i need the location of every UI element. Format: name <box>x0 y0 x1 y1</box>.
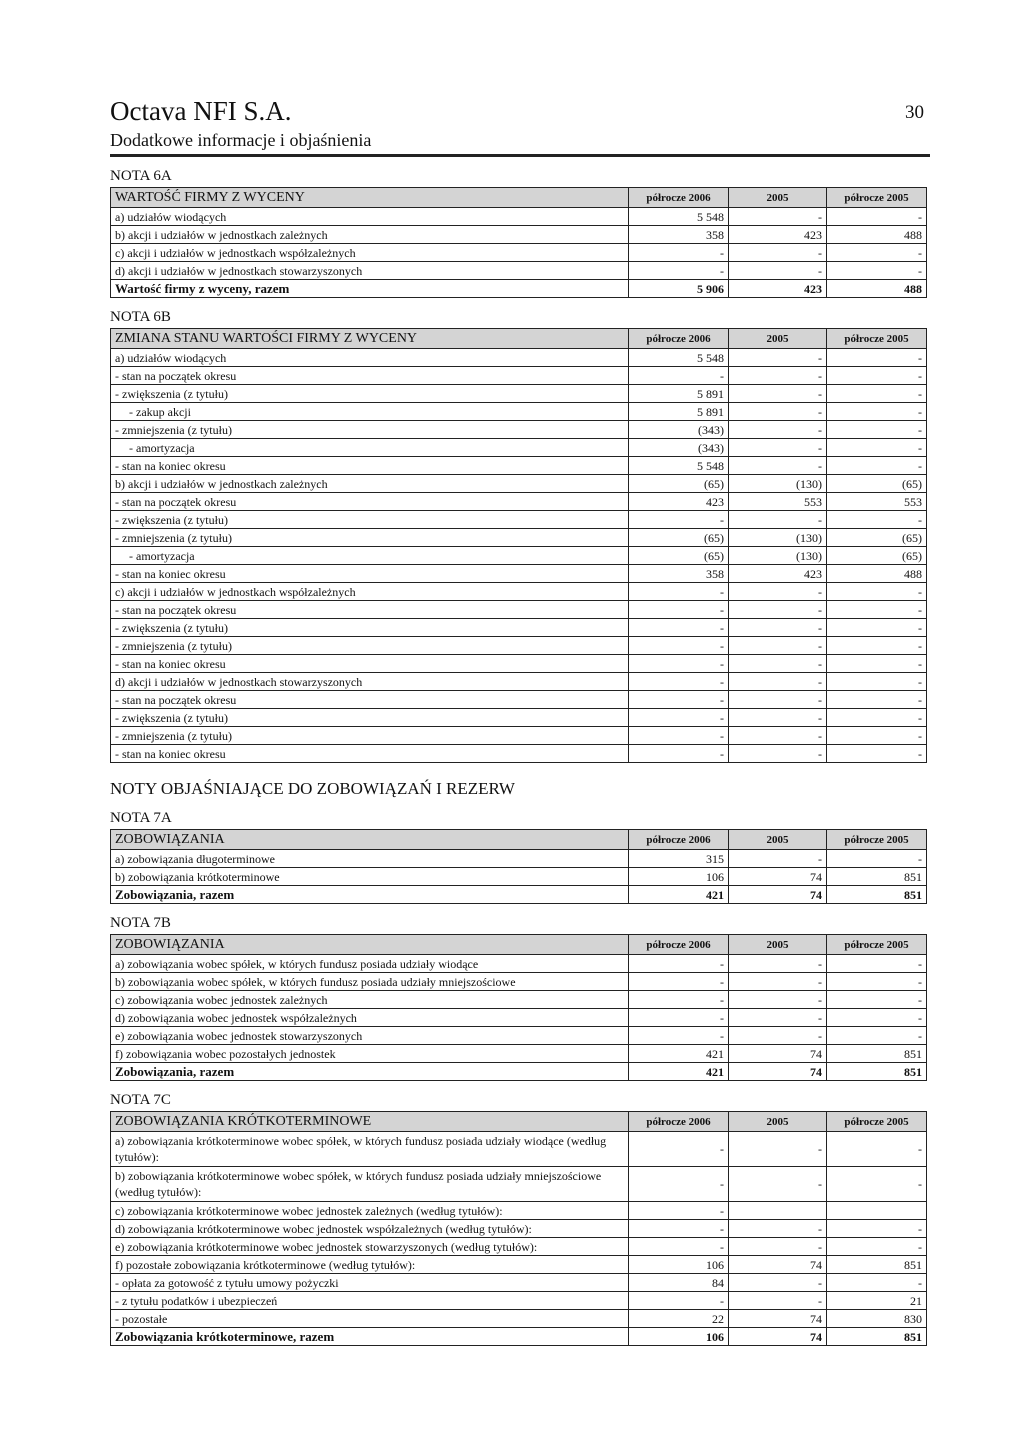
row-value: - <box>729 457 827 475</box>
row-value: 488 <box>827 280 927 298</box>
table-row <box>111 601 927 619</box>
row-label: a) zobowiązania wobec spółek, w których fundusz posiada udziały wiodące <box>111 955 629 973</box>
nota-label: NOTA 7B <box>110 915 171 931</box>
row-label: - stan na początek okresu <box>111 493 629 511</box>
notes-container <box>110 167 930 1346</box>
row-label: c) zobowiązania krótkoterminowe wobec jednostek zależnych (według tytułów): <box>111 1202 629 1220</box>
table-row <box>111 655 927 673</box>
row-value: - <box>729 421 827 439</box>
row-label: a) udziałów wiodących <box>111 208 629 226</box>
table-row <box>111 850 927 868</box>
row-value: - <box>827 673 927 691</box>
row-value: - <box>629 655 729 673</box>
row-label: - stan na koniec okresu <box>111 565 629 583</box>
table-row <box>111 583 927 601</box>
row-value: - <box>729 403 827 421</box>
row-value: 74 <box>729 1045 827 1063</box>
table-header-row <box>111 1112 927 1132</box>
row-value: - <box>729 583 827 601</box>
row-value: - <box>729 1027 827 1045</box>
row-value: 74 <box>729 1328 827 1346</box>
row-value: - <box>827 1167 927 1202</box>
column-header: 2005 <box>729 1112 827 1132</box>
row-value: 851 <box>827 1256 927 1274</box>
row-value: - <box>629 244 729 262</box>
row-value: - <box>729 262 827 280</box>
row-label: - stan na koniec okresu <box>111 457 629 475</box>
row-value: - <box>827 385 927 403</box>
row-value: - <box>629 955 729 973</box>
table-row <box>111 619 927 637</box>
row-value: - <box>827 1238 927 1256</box>
row-value: - <box>629 727 729 745</box>
table-title: ZOBOWIĄZANIA <box>111 935 629 955</box>
page-subtitle: Dodatkowe informacje i objaśnienia <box>110 130 372 150</box>
column-header: półrocze 2006 <box>629 830 729 850</box>
table-row <box>111 745 927 763</box>
row-value: - <box>827 601 927 619</box>
column-header: półrocze 2006 <box>629 188 729 208</box>
row-value: - <box>729 691 827 709</box>
table-row <box>111 1274 927 1292</box>
table-row <box>111 1256 927 1274</box>
row-value: 106 <box>629 868 729 886</box>
table-row <box>111 955 927 973</box>
table-row <box>111 244 927 262</box>
row-value: 74 <box>729 1310 827 1328</box>
table-title: ZOBOWIĄZANIA <box>111 830 629 850</box>
row-value: 423 <box>729 565 827 583</box>
row-label: - zmniejszenia (z tytułu) <box>111 529 629 547</box>
note-table <box>110 934 927 1081</box>
row-value: 851 <box>827 868 927 886</box>
column-header: 2005 <box>729 329 827 349</box>
row-label: Zobowiązania krótkoterminowe, razem <box>111 1328 629 1346</box>
row-value: - <box>729 991 827 1009</box>
row-value: - <box>827 244 927 262</box>
row-value: - <box>729 955 827 973</box>
row-label: e) zobowiązania wobec jednostek stowarzyszonych <box>111 1027 629 1045</box>
column-header: półrocze 2005 <box>827 1112 927 1132</box>
table-row <box>111 421 927 439</box>
table-row <box>111 475 927 493</box>
row-value: 421 <box>629 1045 729 1063</box>
table-row <box>111 547 927 565</box>
row-value: 106 <box>629 1328 729 1346</box>
row-value: - <box>827 991 927 1009</box>
row-value: 421 <box>629 886 729 904</box>
row-value: 106 <box>629 1256 729 1274</box>
row-value: - <box>827 691 927 709</box>
row-value: (65) <box>827 547 927 565</box>
row-value: 553 <box>827 493 927 511</box>
row-value: - <box>827 457 927 475</box>
column-header: półrocze 2006 <box>629 329 729 349</box>
table-header-row <box>111 188 927 208</box>
table-row <box>111 403 927 421</box>
row-value: - <box>729 439 827 457</box>
row-value: (130) <box>729 547 827 565</box>
row-value: (65) <box>827 529 927 547</box>
row-value: (65) <box>827 475 927 493</box>
row-label: b) zobowiązania krótkoterminowe <box>111 868 629 886</box>
row-label: - zwiększenia (z tytułu) <box>111 511 629 529</box>
row-value: - <box>827 850 927 868</box>
row-value: - <box>629 709 729 727</box>
row-label: - stan na początek okresu <box>111 367 629 385</box>
row-value: - <box>729 511 827 529</box>
row-label: - stan na początek okresu <box>111 691 629 709</box>
row-value: - <box>827 727 927 745</box>
row-value: 358 <box>629 226 729 244</box>
column-header: 2005 <box>729 830 827 850</box>
row-value: 5 548 <box>629 349 729 367</box>
row-value: - <box>729 619 827 637</box>
row-value: - <box>729 208 827 226</box>
table-row <box>111 1027 927 1045</box>
row-value: - <box>629 1167 729 1202</box>
table-row <box>111 1238 927 1256</box>
nota-label: NOTA 6B <box>110 309 171 325</box>
nota-label: NOTA 6A <box>110 168 172 184</box>
table-row <box>111 385 927 403</box>
row-value: - <box>729 367 827 385</box>
table-total-row <box>111 1328 927 1346</box>
row-value: - <box>629 583 729 601</box>
row-value: - <box>827 1220 927 1238</box>
row-value: - <box>827 262 927 280</box>
row-value: - <box>729 1274 827 1292</box>
row-value: - <box>629 367 729 385</box>
row-value: 5 891 <box>629 403 729 421</box>
row-value: - <box>729 637 827 655</box>
page-number: 30 <box>905 102 924 123</box>
row-value: - <box>729 709 827 727</box>
row-value: - <box>629 1238 729 1256</box>
row-label: Wartość firmy z wyceny, razem <box>111 280 629 298</box>
column-header: półrocze 2006 <box>629 935 729 955</box>
row-value <box>827 1202 927 1220</box>
row-value: 421 <box>629 1063 729 1081</box>
row-value: - <box>629 745 729 763</box>
row-value <box>729 1202 827 1220</box>
row-value: 84 <box>629 1274 729 1292</box>
table-row <box>111 349 927 367</box>
row-value: - <box>827 208 927 226</box>
row-value: (130) <box>729 475 827 493</box>
note-table <box>110 328 927 763</box>
table-row <box>111 493 927 511</box>
table-row <box>111 529 927 547</box>
row-value: - <box>729 385 827 403</box>
row-label: - stan na początek okresu <box>111 601 629 619</box>
row-label: d) zobowiązania krótkoterminowe wobec jednostek współzależnych (według tytułów): <box>111 1220 629 1238</box>
column-header: półrocze 2005 <box>827 830 927 850</box>
row-value: (343) <box>629 421 729 439</box>
row-value: - <box>629 673 729 691</box>
row-value: - <box>629 991 729 1009</box>
row-value: 74 <box>729 868 827 886</box>
row-label: - amortyzacja <box>111 547 629 565</box>
row-value: (130) <box>729 529 827 547</box>
row-value: - <box>827 583 927 601</box>
row-label: f) zobowiązania wobec pozostałych jednostek <box>111 1045 629 1063</box>
row-value: - <box>827 955 927 973</box>
column-header: 2005 <box>729 935 827 955</box>
table-row <box>111 868 927 886</box>
table-row <box>111 262 927 280</box>
row-value: - <box>629 973 729 991</box>
row-value: - <box>827 655 927 673</box>
note-table <box>110 829 927 904</box>
row-value: 851 <box>827 1045 927 1063</box>
row-value: 851 <box>827 1063 927 1081</box>
row-value: 488 <box>827 226 927 244</box>
table-header-row <box>111 935 927 955</box>
row-value: - <box>629 1292 729 1310</box>
table-total-row <box>111 1063 927 1081</box>
row-value: - <box>629 511 729 529</box>
row-value: - <box>729 601 827 619</box>
table-title: ZOBOWIĄZANIA KRÓTKOTERMINOWE <box>111 1112 629 1132</box>
row-value: 423 <box>629 493 729 511</box>
column-header: półrocze 2005 <box>827 188 927 208</box>
row-value: - <box>827 1027 927 1045</box>
row-label: - zmniejszenia (z tytułu) <box>111 421 629 439</box>
row-label: d) akcji i udziałów w jednostkach stowarzyszonych <box>111 262 629 280</box>
row-label: d) zobowiązania wobec jednostek współzależnych <box>111 1009 629 1027</box>
table-row <box>111 226 927 244</box>
row-value: - <box>729 349 827 367</box>
table-row <box>111 565 927 583</box>
row-value: 5 548 <box>629 457 729 475</box>
row-value: 851 <box>827 1328 927 1346</box>
table-row <box>111 1009 927 1027</box>
table-row <box>111 991 927 1009</box>
row-value: - <box>729 673 827 691</box>
row-value: - <box>827 1009 927 1027</box>
row-value: 74 <box>729 886 827 904</box>
column-header: półrocze 2006 <box>629 1112 729 1132</box>
table-row <box>111 1310 927 1328</box>
table-title: WARTOŚĆ FIRMY Z WYCENY <box>111 188 629 208</box>
table-header-row <box>111 830 927 850</box>
row-label: Zobowiązania, razem <box>111 1063 629 1081</box>
table-row <box>111 511 927 529</box>
row-value: - <box>827 421 927 439</box>
row-value: - <box>729 1132 827 1167</box>
row-label: a) zobowiązania krótkoterminowe wobec spółek, w których fundusz posiada udziały wiodące (według tytułów): <box>111 1132 629 1167</box>
row-label: - zwiększenia (z tytułu) <box>111 709 629 727</box>
table-row <box>111 1167 927 1202</box>
table-row <box>111 1202 927 1220</box>
row-value: - <box>827 439 927 457</box>
section-heading: NOTY OBJAŚNIAJĄCE DO ZOBOWIĄZAŃ I REZERW <box>110 779 515 798</box>
row-value: 5 906 <box>629 280 729 298</box>
page-header <box>110 96 930 157</box>
row-value: 21 <box>827 1292 927 1310</box>
nota-label: NOTA 7A <box>110 810 172 826</box>
row-label: - amortyzacja <box>111 439 629 457</box>
nota-label: NOTA 7C <box>110 1092 171 1108</box>
row-value: - <box>629 637 729 655</box>
table-row <box>111 727 927 745</box>
row-value: - <box>629 1027 729 1045</box>
note-table <box>110 187 927 298</box>
note-table <box>110 1111 927 1346</box>
table-row <box>111 1292 927 1310</box>
row-value: - <box>629 601 729 619</box>
document-page <box>110 96 930 1346</box>
table-row <box>111 709 927 727</box>
row-value: - <box>827 349 927 367</box>
row-value: - <box>629 262 729 280</box>
row-label: b) zobowiązania krótkoterminowe wobec spółek, w których fundusz posiada udziały mniejszościowe (według tytułów): <box>111 1167 629 1202</box>
row-value: - <box>729 727 827 745</box>
row-value: - <box>827 973 927 991</box>
column-header: półrocze 2005 <box>827 935 927 955</box>
row-label: a) zobowiązania długoterminowe <box>111 850 629 868</box>
row-value: 315 <box>629 850 729 868</box>
row-value: - <box>827 709 927 727</box>
row-label: Zobowiązania, razem <box>111 886 629 904</box>
row-value: (343) <box>629 439 729 457</box>
row-label: - zakup akcji <box>111 403 629 421</box>
row-value: 22 <box>629 1310 729 1328</box>
table-row <box>111 367 927 385</box>
row-label: - zwiększenia (z tytułu) <box>111 385 629 403</box>
row-value: - <box>729 655 827 673</box>
row-label: c) akcji i udziałów w jednostkach współzależnych <box>111 244 629 262</box>
row-value: 74 <box>729 1256 827 1274</box>
table-row <box>111 973 927 991</box>
table-header-row <box>111 329 927 349</box>
row-label: b) zobowiązania wobec spółek, w których fundusz posiada udziały mniejszościowe <box>111 973 629 991</box>
row-value: 5 891 <box>629 385 729 403</box>
row-label: a) udziałów wiodących <box>111 349 629 367</box>
row-value: (65) <box>629 529 729 547</box>
row-value: - <box>729 1292 827 1310</box>
row-value: - <box>629 1009 729 1027</box>
row-label: c) akcji i udziałów w jednostkach współzależnych <box>111 583 629 601</box>
row-label: e) zobowiązania krótkoterminowe wobec jednostek stowarzyszonych (według tytułów): <box>111 1238 629 1256</box>
table-row <box>111 439 927 457</box>
company-name: Octava NFI S.A. <box>110 96 292 126</box>
table-row <box>111 637 927 655</box>
row-label: c) zobowiązania wobec jednostek zależnych <box>111 991 629 1009</box>
row-value: - <box>629 1132 729 1167</box>
row-value: - <box>729 244 827 262</box>
row-value: 488 <box>827 565 927 583</box>
row-value: - <box>729 745 827 763</box>
row-label: - stan na koniec okresu <box>111 745 629 763</box>
row-value: - <box>827 403 927 421</box>
row-label: - zmniejszenia (z tytułu) <box>111 637 629 655</box>
row-value: 851 <box>827 886 927 904</box>
row-value: - <box>827 637 927 655</box>
row-value: - <box>827 619 927 637</box>
row-value: 423 <box>729 226 827 244</box>
row-value: - <box>827 745 927 763</box>
row-label: f) pozostałe zobowiązania krótkoterminowe (według tytułów): <box>111 1256 629 1274</box>
row-value: - <box>729 973 827 991</box>
table-row <box>111 208 927 226</box>
row-value: - <box>729 1238 827 1256</box>
table-row <box>111 1132 927 1167</box>
row-label: - pozostałe <box>111 1310 629 1328</box>
row-label: - zmniejszenia (z tytułu) <box>111 727 629 745</box>
row-value: - <box>629 1202 729 1220</box>
row-value: 5 548 <box>629 208 729 226</box>
row-value: - <box>729 1220 827 1238</box>
table-row <box>111 673 927 691</box>
table-row <box>111 691 927 709</box>
row-label: b) akcji i udziałów w jednostkach zależnych <box>111 475 629 493</box>
row-value: 423 <box>729 280 827 298</box>
row-label: - opłata za gotowość z tytułu umowy pożyczki <box>111 1274 629 1292</box>
row-value: - <box>729 1009 827 1027</box>
row-value: (65) <box>629 547 729 565</box>
table-row <box>111 457 927 475</box>
row-value: - <box>827 1132 927 1167</box>
row-label: b) akcji i udziałów w jednostkach zależnych <box>111 226 629 244</box>
row-value: (65) <box>629 475 729 493</box>
row-value: - <box>629 691 729 709</box>
row-value: - <box>729 1167 827 1202</box>
row-value: 74 <box>729 1063 827 1081</box>
row-label: - z tytułu podatków i ubezpieczeń <box>111 1292 629 1310</box>
column-header: 2005 <box>729 188 827 208</box>
row-value: - <box>827 511 927 529</box>
row-label: - zwiększenia (z tytułu) <box>111 619 629 637</box>
row-value: - <box>629 619 729 637</box>
column-header: półrocze 2005 <box>827 329 927 349</box>
row-value: - <box>629 1220 729 1238</box>
row-value: 358 <box>629 565 729 583</box>
row-label: d) akcji i udziałów w jednostkach stowarzyszonych <box>111 673 629 691</box>
table-title: ZMIANA STANU WARTOŚCI FIRMY Z WYCENY <box>111 329 629 349</box>
row-value: 830 <box>827 1310 927 1328</box>
row-value: - <box>729 850 827 868</box>
row-value: - <box>827 1274 927 1292</box>
table-total-row <box>111 280 927 298</box>
table-total-row <box>111 886 927 904</box>
row-value: - <box>827 367 927 385</box>
row-value: 553 <box>729 493 827 511</box>
table-row <box>111 1045 927 1063</box>
table-row <box>111 1220 927 1238</box>
row-label: - stan na koniec okresu <box>111 655 629 673</box>
